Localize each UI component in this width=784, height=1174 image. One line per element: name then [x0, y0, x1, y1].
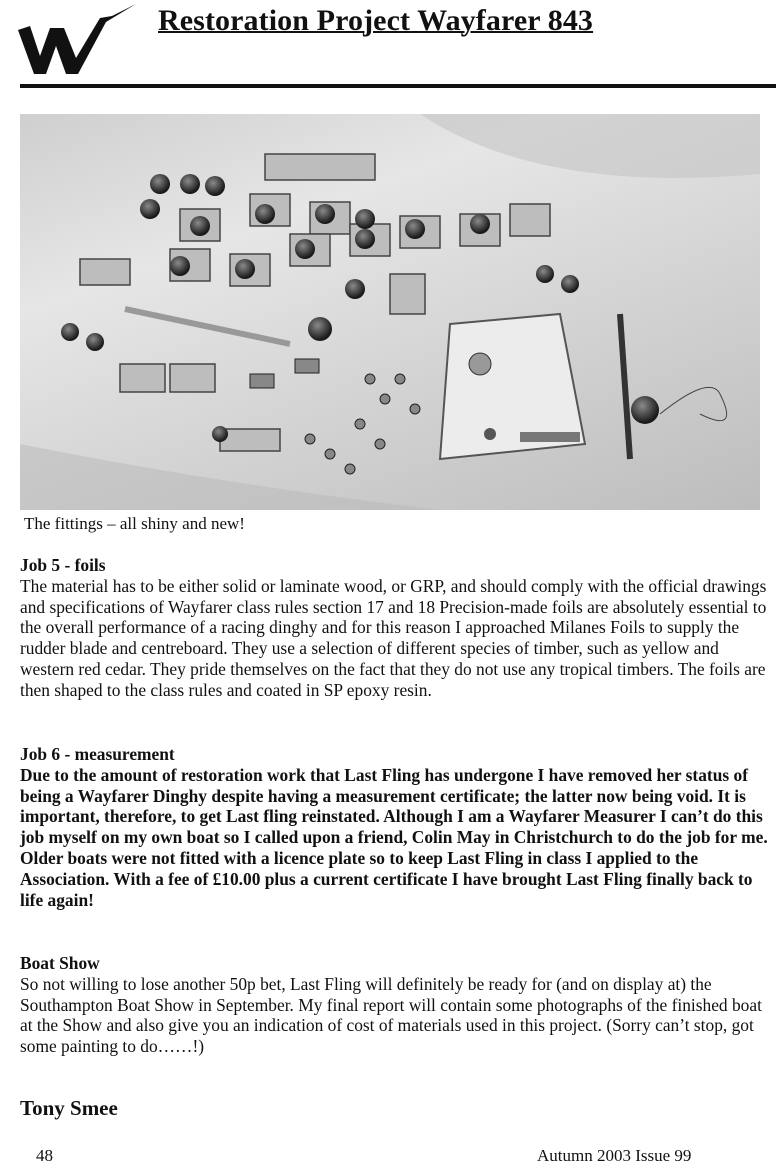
page-title: Restoration Project Wayfarer 843 — [158, 4, 594, 37]
photo-caption: The fittings – all shiny and new! — [24, 514, 245, 533]
section-heading: Boat Show — [20, 953, 100, 973]
header-rule — [20, 84, 776, 88]
issue-label: Autumn 2003 Issue 99 — [537, 1146, 692, 1165]
page-number: 48 — [36, 1146, 53, 1165]
section-body: The material has to be either solid or laminate wood, or GRP, and should comply with the official drawings and specifications of Wayfarer class rules section 17 and 18 Precision-made foils are absolutely essential to the overall performance of a racing dinghy and for this reason I approached Milanes Foils to supply the rudder blade and centreboard. They use a selection of different species of timber, such as yellow and western red cedar. They pride themselves on the fact that they do not use any tropical timbers. The foils are then shaped to the class rules and coated in SP epoxy resin. — [20, 575, 767, 700]
section-job5 — [20, 555, 772, 701]
section-body: Due to the amount of restoration work that Last Fling has undergone I have removed her status of being a Wayfarer Dinghy despite having a measurement certificate; the latter now being void. It is important, therefore, to get Last fling reinstated. Although I am a Wayfarer Measurer I can’t do this job myself on my own boat so I called upon a friend, Colin May in Christchurch to do the job for me. Older boats were not fitted with a licence plate so to keep Last Fling in class I applied to the Association. With a fee of £10.00 plus a current certificate I have brought Last Fling finally back to life again! — [20, 764, 768, 910]
section-body: So not willing to lose another 50p bet, Last Fling will definitely be ready for (and on display at) the Southampton Boat Show in September. My final report will contain some photographs of the finished boat at the Show and also give you an indication of cost of materials used in this project. (Sorry can’t stop, got some painting to do……!) — [20, 973, 762, 1057]
section-heading: Job 5 - foils — [20, 555, 106, 575]
fittings-photo-illustration — [20, 114, 760, 510]
wayfarer-w-logo — [16, 2, 136, 78]
fittings-photo — [20, 114, 760, 510]
section-heading: Job 6 - measurement — [20, 744, 175, 764]
author-name: Tony Smee — [20, 1096, 118, 1120]
section-boat-show — [20, 953, 772, 1057]
section-job6 — [20, 744, 772, 910]
